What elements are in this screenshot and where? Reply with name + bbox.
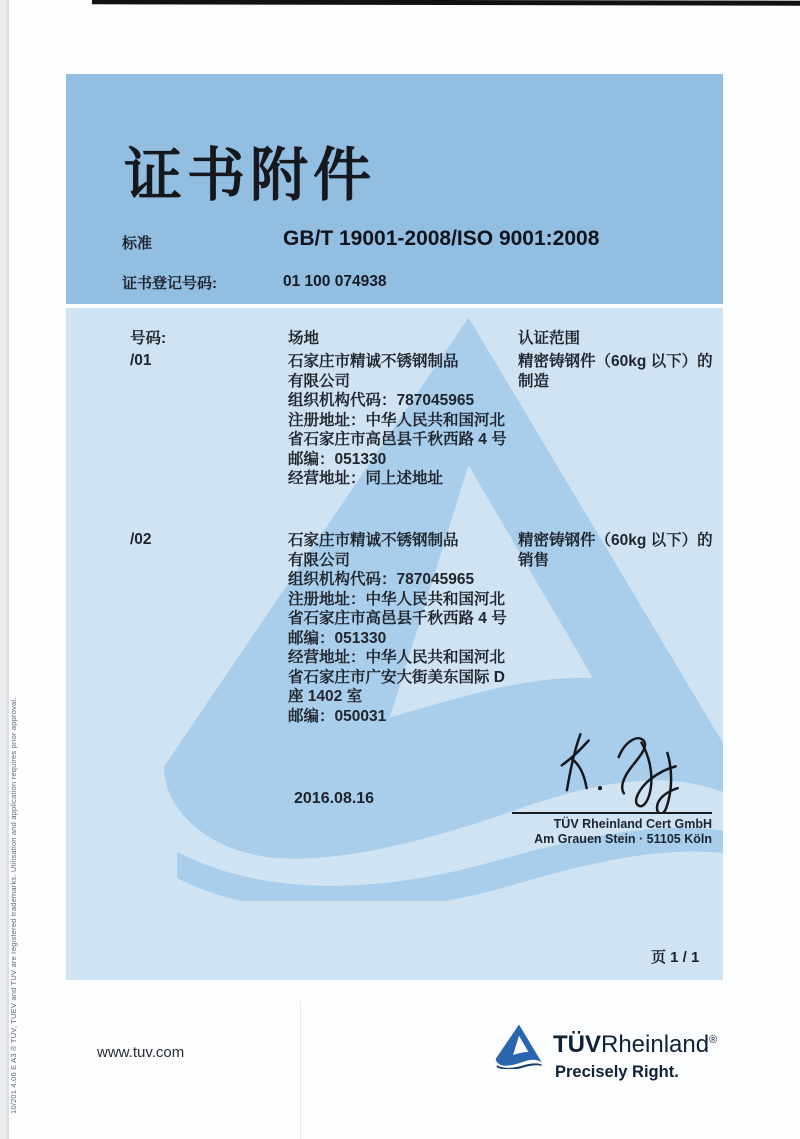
tuv-rheinland-logo-icon xyxy=(494,1023,544,1069)
column-header-scope: 认证范围 xyxy=(518,330,581,347)
site-line: 省石家庄市高邑县千秋西路 4 号 xyxy=(288,431,507,448)
scope-line: 销售 xyxy=(518,551,550,569)
row1-site xyxy=(288,352,507,489)
scan-left-edge xyxy=(0,0,7,1139)
registered-mark: ® xyxy=(709,1034,718,1046)
scope-line: 精密铸钢件（60kg 以下）的 xyxy=(518,353,713,370)
site-line: 邮编：051330 xyxy=(288,450,387,468)
row2-site xyxy=(288,531,507,726)
scope-line: 精密铸钢件（60kg 以下）的 xyxy=(518,532,713,549)
issuer-address: Am Grauen Stein · 51105 Köln xyxy=(534,831,712,846)
column-header-number: 号码: xyxy=(130,330,167,347)
site-line: 有限公司 xyxy=(288,372,351,390)
site-line: 注册地址：中华人民共和国河北 xyxy=(288,411,506,429)
standard-label: 标准 xyxy=(122,235,153,252)
site-line: 组织机构代码：787045965 xyxy=(288,571,475,588)
site-line: 经营地址：同上述地址 xyxy=(288,470,444,487)
brand-tagline: Precisely Right. xyxy=(555,1063,679,1081)
row1-number: /01 xyxy=(130,352,152,369)
brand-tuv: TÜV xyxy=(553,1031,601,1058)
site-line: 石家庄市精诚不锈钢制品 xyxy=(288,532,459,549)
scope-line: 制造 xyxy=(518,372,550,390)
site-line: 组织机构代码：787045965 xyxy=(288,392,475,409)
site-line: 省石家庄市广安大街美东国际 D xyxy=(288,668,506,686)
site-line: 有限公司 xyxy=(288,551,351,569)
scan-crease xyxy=(300,1002,301,1139)
scan-top-streak xyxy=(92,0,800,6)
row2-number: /02 xyxy=(130,531,152,548)
site-line: 邮编：050031 xyxy=(288,707,387,725)
column-header-site: 场地 xyxy=(288,330,320,347)
page-indicator: 页 1 / 1 xyxy=(651,949,700,966)
brand-rheinland: Rheinland xyxy=(601,1031,710,1058)
certificate-registration-label: 证书登记号码: xyxy=(122,275,217,292)
standard-value: GB/T 19001-2008/ISO 9001:2008 xyxy=(283,227,600,250)
document-title: 证书附件 xyxy=(124,143,377,208)
row2-scope xyxy=(518,531,713,570)
row1-scope xyxy=(518,352,713,391)
issuer-block xyxy=(490,817,712,846)
issuer-name: TÜV Rheinland Cert GmbH xyxy=(553,817,712,831)
signature-line xyxy=(512,812,712,814)
brand-wordmark xyxy=(553,1031,717,1059)
site-line: 邮编：051330 xyxy=(288,629,387,647)
side-note-text: 10/201 4.06 E A3 ® TÜV, TUEV and TUV are registered trademarks. Utilisation and application requires prior approval. xyxy=(9,697,18,1114)
tuv-website-url: www.tuv.com xyxy=(97,1044,185,1061)
site-line: 经营地址：中华人民共和国河北 xyxy=(288,649,506,666)
issue-date: 2016.08.16 xyxy=(294,790,375,807)
handwritten-signature xyxy=(548,726,708,814)
site-line: 注册地址：中华人民共和国河北 xyxy=(288,590,506,608)
certificate-registration-number: 01 100 074938 xyxy=(283,273,387,290)
site-line: 石家庄市精诚不锈钢制品 xyxy=(288,353,459,370)
site-line: 省石家庄市高邑县千秋西路 4 号 xyxy=(288,610,507,627)
site-line: 座 1402 室 xyxy=(288,688,363,705)
